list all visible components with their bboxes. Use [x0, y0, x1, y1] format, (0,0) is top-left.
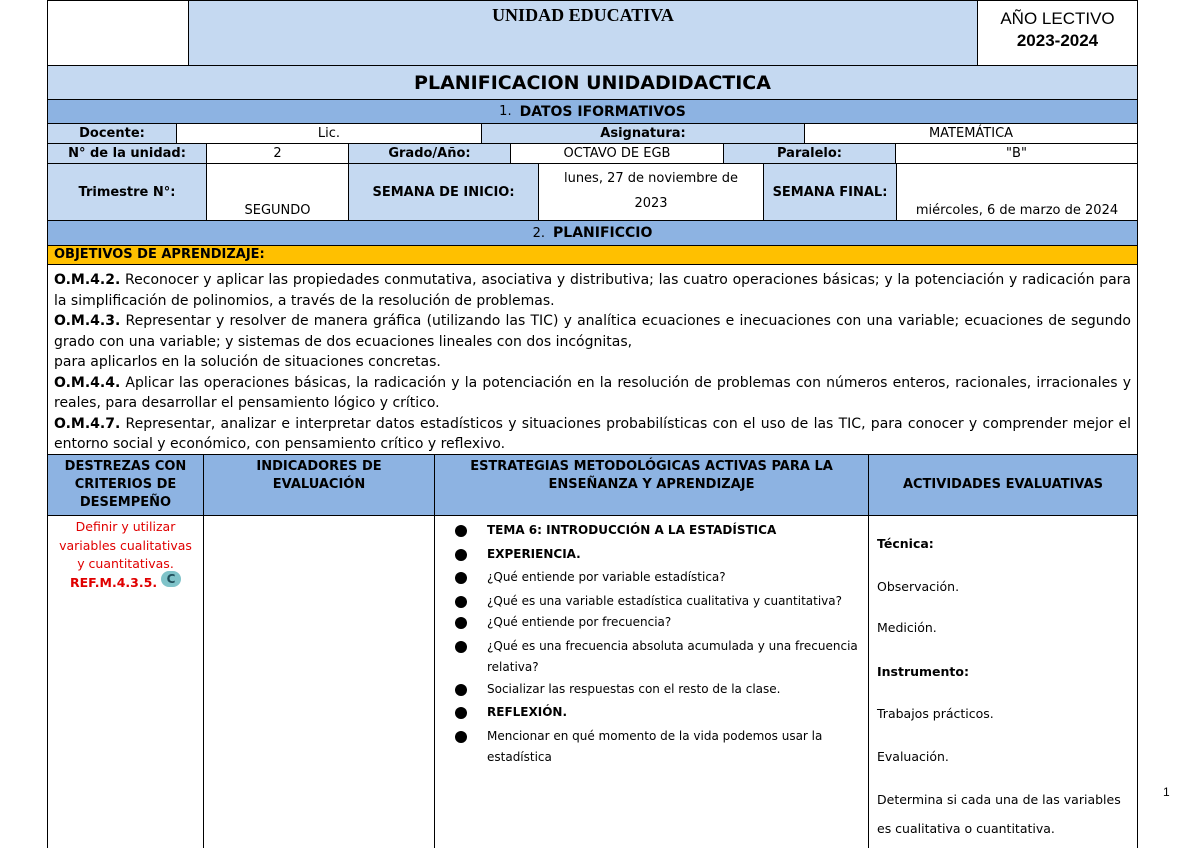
strategy-item: Mencionar en qué momento de la vida podemos usar la estadística	[435, 726, 858, 769]
objective-item: O.M.4.7. Representar, analizar e interpretar datos estadísticos y situaciones probabilísticas con el uso de las TIC, para conocer y comprender mejor el entorno social y económico, con pensamiento crítico y reflexivo.	[54, 415, 1131, 452]
planning-title: PLANIFICACION UNIDADIDACTICA	[47, 65, 1138, 100]
tecnica-item: Medición.	[877, 620, 937, 635]
strategy-item: ¿Qué es una frecuencia absoluta acumulada y una frecuencia relativa?	[435, 636, 858, 679]
col-destrezas-header: DESTREZAS CON CRITERIOS DE DESEMPEÑO	[47, 454, 204, 516]
semana-inicio-line2: 2023	[634, 196, 668, 211]
section-2-number: 2.	[532, 225, 546, 241]
strategy-item: ¿Qué es una variable estadística cualitativa y cuantitativa?	[435, 591, 858, 613]
comment-bubble-icon[interactable]: C	[161, 571, 181, 587]
school-name: UNIDAD EDUCATIVA	[492, 5, 674, 25]
tecnica-label: Técnica:	[877, 536, 934, 551]
school-year-value: 2023-2024	[1016, 31, 1099, 50]
objective-item: O.M.4.3. Representar y resolver de manera gráfica (utilizando las TIC) y analítica ecuaciones e inecuaciones con una variable; ecuaciones de segundo grado con una variable; y sistemas de dos ecuaciones lineales con dos incógnitas,	[54, 313, 1131, 350]
school-year-label: AÑO LECTIVO	[1000, 9, 1115, 28]
destreza-line: Definir y utilizar	[75, 519, 176, 534]
destreza-ref: REF.M.4.3.5.	[69, 574, 158, 590]
col-indicadores-header: INDICADORES DE EVALUACIÓN	[203, 454, 435, 516]
section-1-number: 1.	[499, 104, 512, 119]
section-1-header	[47, 99, 1138, 124]
paralelo-label: Paralelo:	[723, 143, 896, 164]
col-estrategias-header: ESTRATEGIAS METODOLÓGICAS ACTIVAS PARA LA ENSEÑANZA Y APRENDIZAJE	[434, 454, 869, 516]
asignatura-value: MATEMÁTICA	[804, 123, 1138, 144]
tecnica-item: Observación.	[877, 579, 960, 594]
semana-final-value: miércoles, 6 de marzo de 2024	[915, 203, 1119, 218]
planning-document	[47, 0, 1138, 848]
docente-label: Docente:	[47, 123, 177, 144]
page-number: 1	[1163, 785, 1170, 799]
unidad-value: 2	[206, 143, 349, 164]
destreza-line: variables cualitativas	[59, 537, 192, 553]
actividades-cell	[868, 515, 1138, 848]
section-1-title: DATOS IFORMATIVOS	[519, 103, 686, 120]
trimestre-label: Trimestre N°:	[47, 163, 207, 221]
instrumento-item: Evaluación.	[877, 749, 949, 764]
objective-item: O.M.4.2. Reconocer y aplicar las propiedades conmutativa, asociativa y distributiva; las cuatro operaciones básicas; y la potenciación y radicación para la simplificación de polinomios, a través de la resolución de problemas.	[54, 272, 1131, 309]
trimestre-value: SEGUNDO	[244, 203, 311, 218]
section-2-title: PLANIFICCIO	[553, 225, 653, 241]
section-2-header	[47, 220, 1138, 246]
strategy-item: TEMA 6: INTRODUCCIÓN A LA ESTADÍSTICA	[435, 520, 858, 542]
semana-inicio-value-cell	[538, 163, 764, 221]
instrumento-label: Instrumento:	[877, 664, 969, 679]
objective-item: O.M.4.4. Aplicar las operaciones básicas, la radicación y la potenciación en la resolución de problemas con números enteros, racionales, irracionales y reales, para desarrollar el pensamiento lógico y crítico.	[54, 374, 1131, 411]
school-year-cell	[977, 0, 1138, 66]
task-line: Determina si cada una de las variables	[877, 792, 1121, 807]
strategy-item: EXPERIENCIA.	[435, 544, 858, 566]
objectives-body	[47, 264, 1138, 455]
destrezas-cell	[47, 515, 204, 848]
task-line: es cualitativa o cuantitativa.	[877, 821, 1055, 836]
trimestre-value-cell	[206, 163, 349, 221]
instrumento-item: Trabajos prácticos.	[877, 706, 994, 721]
school-name-cell	[188, 0, 978, 66]
strategy-item: REFLEXIÓN.	[435, 702, 858, 724]
grado-label: Grado/Año:	[348, 143, 511, 164]
semana-final-label: SEMANA FINAL:	[763, 163, 897, 221]
strategy-item: Socializar las respuestas con el resto de la clase.	[435, 679, 858, 701]
unidad-label: N° de la unidad:	[47, 143, 207, 164]
asignatura-label: Asignatura:	[481, 123, 805, 144]
strategy-item: ¿Qué entiende por variable estadística?	[435, 567, 858, 589]
semana-inicio-line1: lunes, 27 de noviembre de	[563, 171, 739, 186]
grado-value: OCTAVO DE EGB	[510, 143, 724, 164]
destreza-line: y cuantitativas.	[77, 556, 174, 571]
docente-value: Lic.	[176, 123, 482, 144]
semana-final-value-cell	[896, 163, 1138, 221]
strategy-list	[435, 520, 858, 769]
estrategias-cell	[434, 515, 869, 848]
objective-item-continuation: para aplicarlos en la solución de situaciones concretas.	[54, 354, 441, 370]
logo-cell	[47, 0, 189, 66]
objectives-heading: OBJETIVOS DE APRENDIZAJE:	[47, 245, 1138, 265]
paralelo-value: "B"	[895, 143, 1138, 164]
indicadores-cell	[203, 515, 435, 848]
strategy-item: ¿Qué entiende por frecuencia?	[435, 612, 858, 634]
semana-inicio-label: SEMANA DE INICIO:	[348, 163, 539, 221]
destreza-ref-line	[48, 574, 203, 593]
col-actividades-header: ACTIVIDADES EVALUATIVAS	[868, 454, 1138, 516]
